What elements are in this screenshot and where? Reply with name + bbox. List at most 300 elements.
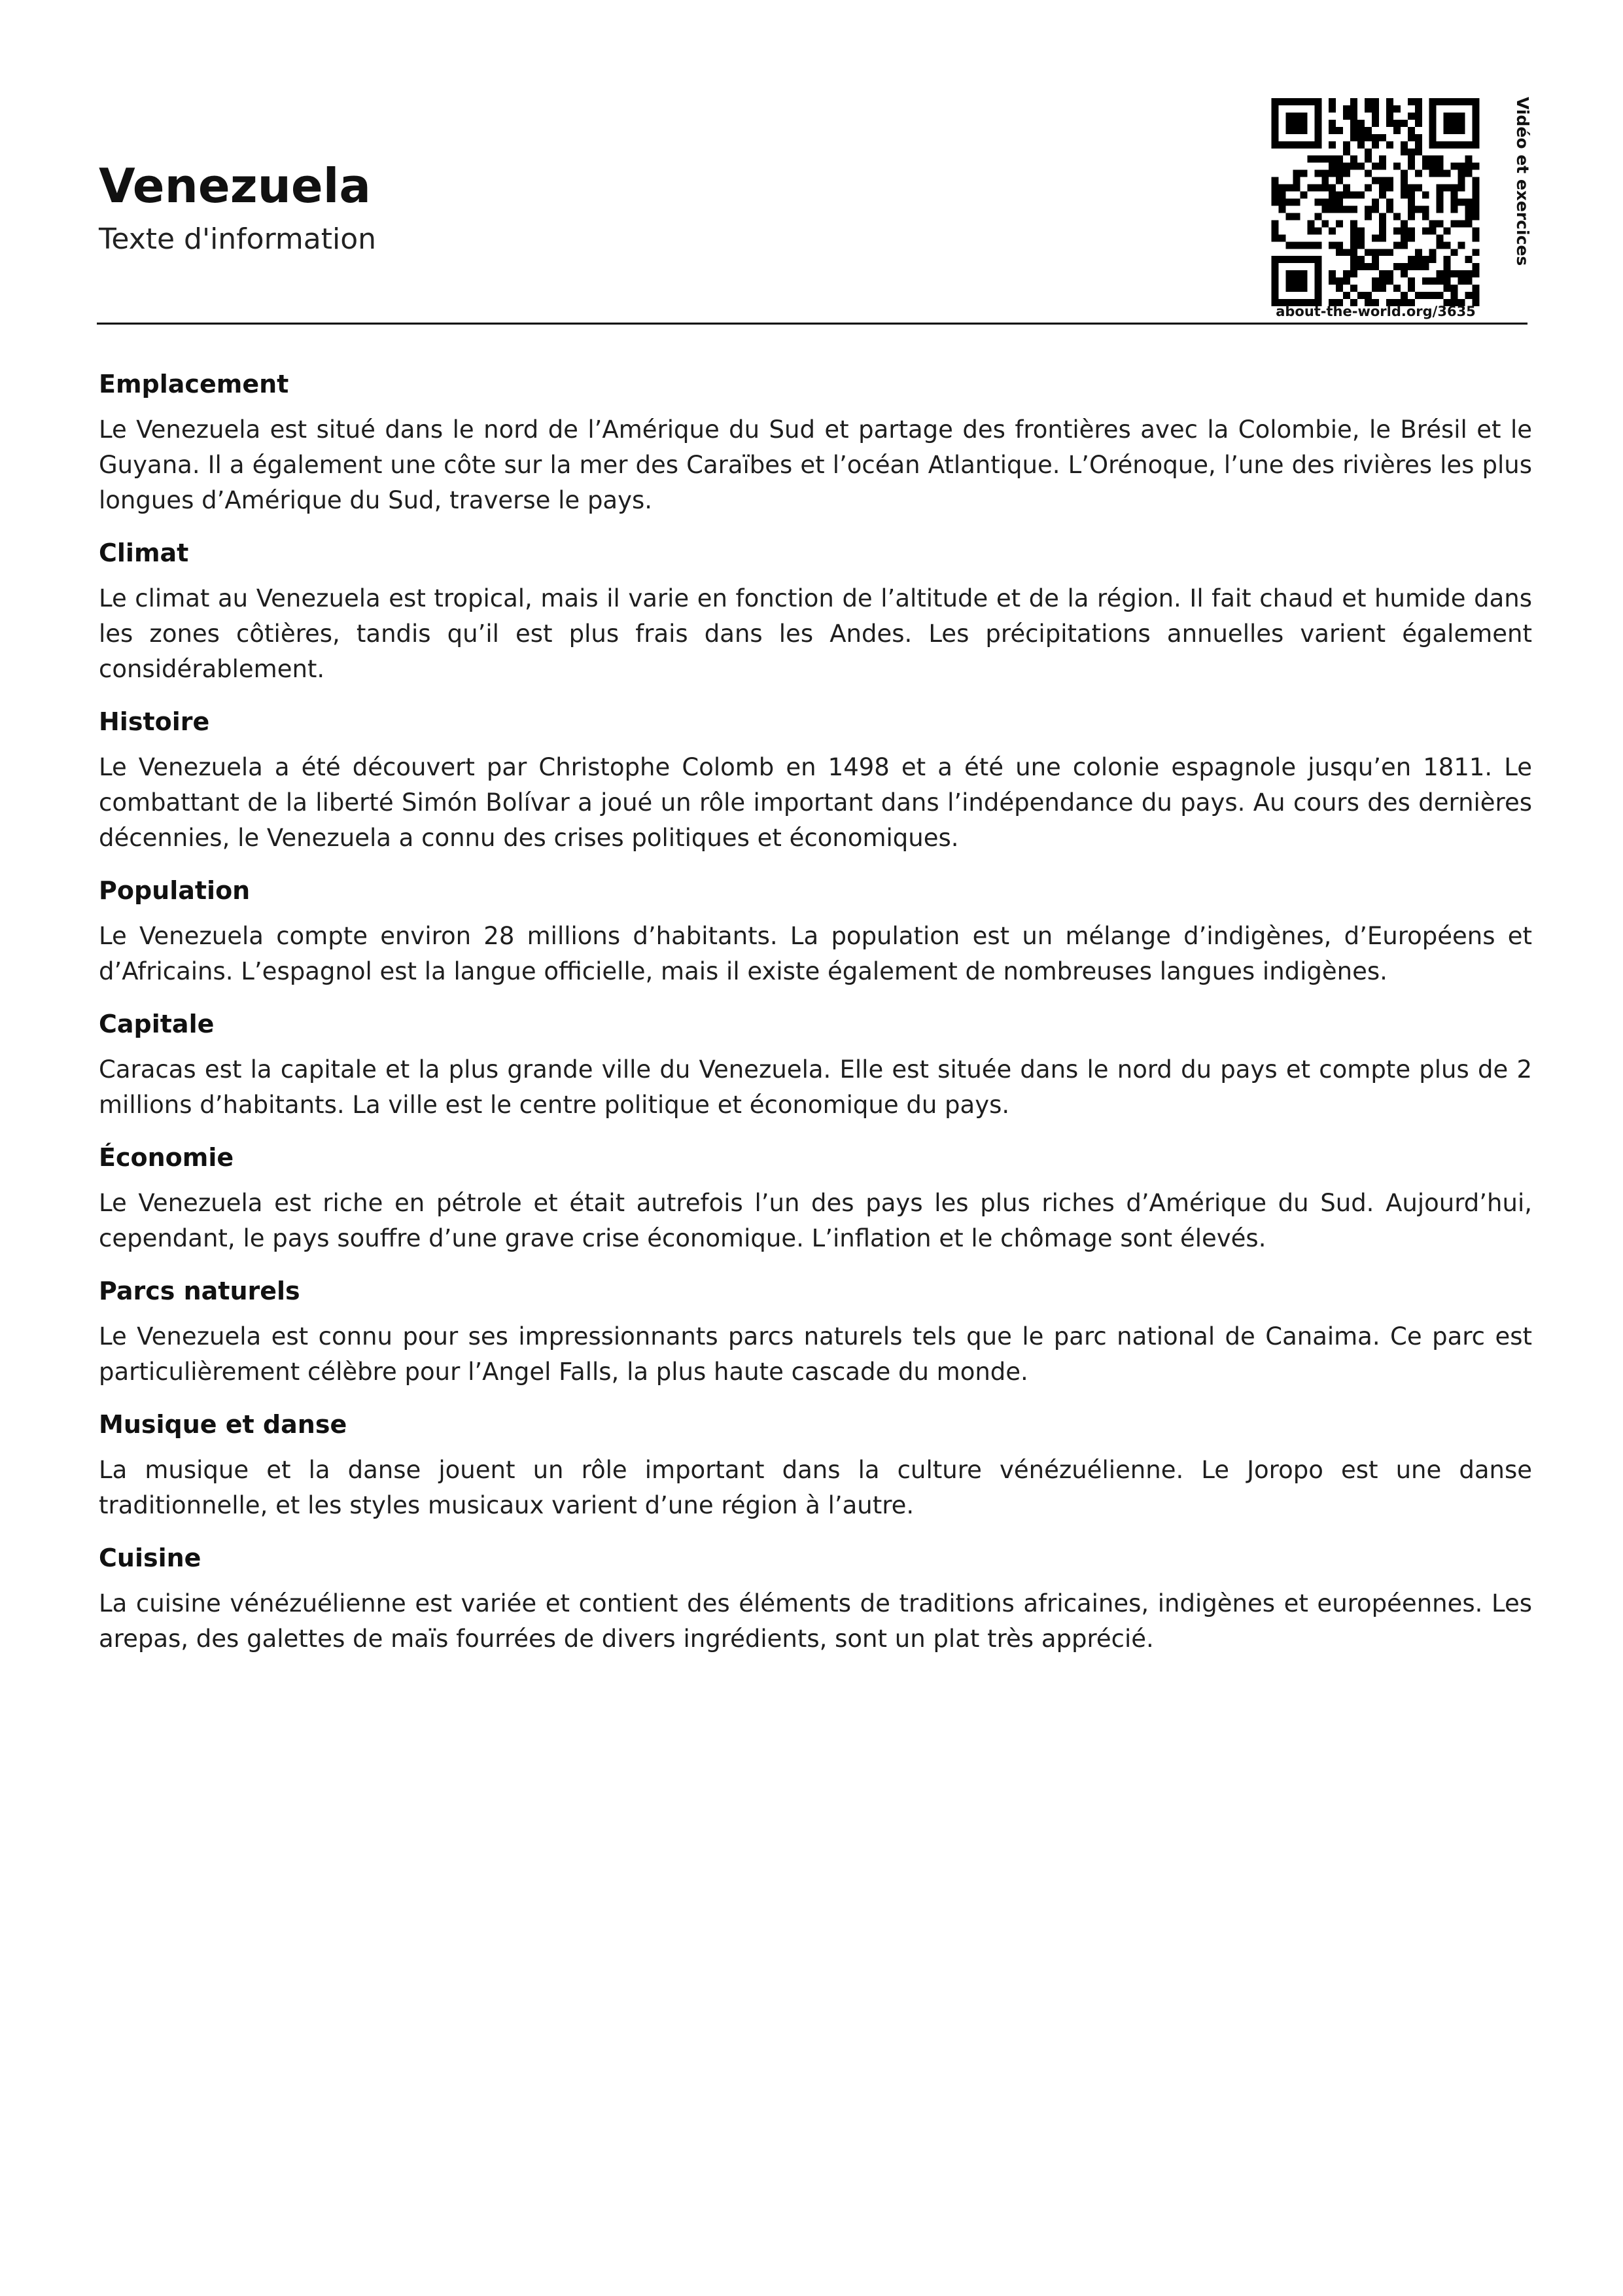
qr-module <box>1350 249 1357 256</box>
qr-module <box>1408 192 1415 199</box>
qr-module <box>1408 227 1415 234</box>
qr-module <box>1314 263 1321 270</box>
qr-module <box>1329 105 1336 113</box>
qr-module <box>1379 177 1386 185</box>
qr-module <box>1372 205 1379 213</box>
section-emplacement <box>99 366 1532 518</box>
section-paragraph: Le Venezuela compte environ 28 millions d’habitants. La population est un mélange d’indigènes, d’Européens et d’Africains. L’espagnol est la langue officielle, mais il existe également de nombreuses langues indigènes. <box>99 922 1532 985</box>
qr-module <box>1278 199 1285 206</box>
qr-module <box>1357 234 1365 241</box>
section-paragraph: Le Venezuela a été découvert par Christophe Colomb en 1498 et a été une colonie espagnole jusqu’en 1811. Le combattant de la liberté Simón Bolívar a joué un rôle important dans l’indépendance du pays. Au cours des dernières décennies, le Venezuela a connu des crises politiques et économiques. <box>99 753 1532 852</box>
qr-module <box>1357 292 1365 299</box>
qr-module <box>1386 249 1393 256</box>
qr-module <box>1314 277 1321 285</box>
qr-module <box>1278 98 1285 105</box>
qr-module <box>1429 105 1437 113</box>
qr-module <box>1473 227 1480 234</box>
section-paragraph: Caracas est la capitale et la plus grande ville du Venezuela. Elle est située dans le nord du pays et compte plus de 2 millions d’habitants. La ville est le centre politique et économique du pays. <box>99 1055 1532 1119</box>
qr-module <box>1329 120 1336 127</box>
qr-module <box>1401 149 1408 156</box>
qr-module <box>1379 163 1386 170</box>
qr-module <box>1444 170 1451 177</box>
qr-module <box>1329 192 1336 199</box>
qr-module <box>1307 220 1314 227</box>
qr-module <box>1336 156 1343 163</box>
qr-module <box>1285 199 1293 206</box>
qr-module <box>1408 113 1415 120</box>
qr-module <box>1365 213 1372 220</box>
qr-module <box>1372 263 1379 270</box>
qr-module <box>1336 220 1343 227</box>
section-heading: Histoire <box>99 707 210 736</box>
section-paragraph: Le Venezuela est situé dans le nord de l’Amérique du Sud et partage des frontières avec la Colombie, le Brésil et le Guyana. Il a également une côte sur la mer des Caraïbes et l’océan Atlantique. L’Orénoque, l’une des rivières les plus longues d’Amérique du Sud, traverse le pays. <box>99 415 1532 514</box>
qr-module <box>1343 249 1350 256</box>
qr-module <box>1458 98 1465 105</box>
qr-module <box>1300 113 1307 120</box>
qr-module <box>1343 163 1350 170</box>
qr-module <box>1272 120 1279 127</box>
qr-module <box>1415 134 1422 141</box>
qr-module <box>1386 205 1393 213</box>
qr-module <box>1336 277 1343 285</box>
qr-module <box>1415 120 1422 127</box>
qr-module <box>1458 120 1465 127</box>
qr-module <box>1293 177 1300 185</box>
qr-module <box>1379 277 1386 285</box>
qr-module <box>1300 98 1307 105</box>
qr-url-link[interactable]: about-the-world.org/3635 <box>1276 304 1476 319</box>
qr-module <box>1321 220 1329 227</box>
qr-module <box>1350 120 1357 127</box>
qr-module <box>1365 185 1372 192</box>
qr-module <box>1329 241 1336 249</box>
qr-module <box>1401 185 1408 192</box>
section-musique-et-danse <box>99 1407 1532 1523</box>
qr-module <box>1379 185 1386 192</box>
qr-module <box>1429 277 1437 285</box>
qr-module <box>1401 292 1408 299</box>
qr-module <box>1444 141 1451 149</box>
qr-module <box>1272 263 1279 270</box>
qr-module <box>1386 270 1393 277</box>
qr-module <box>1343 192 1350 199</box>
qr-module <box>1401 177 1408 185</box>
qr-module <box>1293 241 1300 249</box>
qr-module <box>1408 98 1415 105</box>
qr-module <box>1350 205 1357 213</box>
qr-module <box>1329 156 1336 163</box>
qr-module <box>1451 205 1458 213</box>
qr-module <box>1314 213 1321 220</box>
qr-module <box>1408 149 1415 156</box>
qr-module <box>1285 270 1293 277</box>
qr-module <box>1329 170 1336 177</box>
qr-module <box>1437 270 1444 277</box>
qr-module <box>1329 185 1336 192</box>
qr-module <box>1314 98 1321 105</box>
qr-module <box>1372 120 1379 127</box>
qr-module <box>1458 163 1465 170</box>
qr-module <box>1372 285 1379 292</box>
qr-module <box>1285 213 1293 220</box>
qr-module <box>1401 234 1408 241</box>
qr-module <box>1272 285 1279 292</box>
qr-module <box>1285 185 1293 192</box>
qr-module <box>1285 241 1293 249</box>
qr-module <box>1458 277 1465 285</box>
qr-module <box>1314 141 1321 149</box>
qr-module <box>1429 256 1437 263</box>
qr-module <box>1451 163 1458 170</box>
section-paragraph: Le climat au Venezuela est tropical, mais il varie en fonction de l’altitude et de la région. Il fait chaud et humide dans les zones côtières, tandis qu’il est plus frais dans les Andes. Les précipitations annuelles varient également considérablement. <box>99 584 1532 683</box>
qr-module <box>1393 105 1401 113</box>
qr-module <box>1272 134 1279 141</box>
qr-module <box>1272 227 1279 234</box>
qr-module <box>1365 127 1372 134</box>
qr-module <box>1458 270 1465 277</box>
qr-module <box>1429 163 1437 170</box>
qr-module <box>1300 170 1307 177</box>
qr-module <box>1365 98 1372 105</box>
qr-module <box>1429 227 1437 234</box>
qr-module <box>1429 120 1437 127</box>
qr-module <box>1350 220 1357 227</box>
qr-module <box>1401 227 1408 234</box>
qr-module <box>1321 205 1329 213</box>
qr-module <box>1415 113 1422 120</box>
qr-module <box>1300 285 1307 292</box>
qr-module <box>1285 113 1293 120</box>
section-population <box>99 873 1532 989</box>
qr-module <box>1350 134 1357 141</box>
qr-module <box>1473 292 1480 299</box>
qr-module <box>1372 141 1379 149</box>
qr-module <box>1473 120 1480 127</box>
qr-module <box>1307 185 1314 192</box>
qr-module <box>1429 134 1437 141</box>
qr-module <box>1379 270 1386 277</box>
qr-module <box>1415 205 1422 213</box>
qr-module <box>1444 227 1451 234</box>
qr-module <box>1379 227 1386 234</box>
qr-module <box>1473 263 1480 270</box>
qr-module <box>1386 199 1393 206</box>
qr-module <box>1314 105 1321 113</box>
qr-module <box>1293 185 1300 192</box>
qr-module <box>1422 277 1429 285</box>
section-heading: Cuisine <box>99 1544 201 1572</box>
qr-module <box>1329 141 1336 149</box>
qr-module <box>1278 256 1285 263</box>
qr-module <box>1336 192 1343 199</box>
qr-module <box>1285 141 1293 149</box>
section-heading: Climat <box>99 539 189 567</box>
qr-module <box>1336 249 1343 256</box>
qr-module <box>1415 141 1422 149</box>
section-paragraph: La musique et la danse jouent un rôle important dans la culture vénézuélienne. Le Joropo est une danse traditionnelle, et les styles musicaux varient d’une région à l’autre. <box>99 1456 1532 1519</box>
qr-module <box>1415 249 1422 256</box>
qr-module <box>1473 105 1480 113</box>
section-cuisine <box>99 1540 1532 1657</box>
qr-module <box>1314 170 1321 177</box>
qr-module <box>1300 270 1307 277</box>
qr-module <box>1272 185 1279 192</box>
qr-module <box>1372 163 1379 170</box>
qr-module <box>1437 234 1444 241</box>
qr-module <box>1401 170 1408 177</box>
qr-module <box>1451 249 1458 256</box>
qr-module <box>1386 120 1393 127</box>
section-histoire <box>99 704 1532 856</box>
qr-module <box>1437 185 1444 192</box>
qr-module <box>1444 285 1451 292</box>
section-heading: Musique et danse <box>99 1410 347 1439</box>
qr-module <box>1408 185 1415 192</box>
qr-module <box>1343 205 1350 213</box>
qr-module <box>1365 134 1372 141</box>
qr-module <box>1429 113 1437 120</box>
qr-module <box>1365 249 1372 256</box>
qr-module <box>1272 270 1279 277</box>
qr-module <box>1458 127 1465 134</box>
qr-module <box>1379 249 1386 256</box>
qr-module <box>1272 199 1279 206</box>
qr-module <box>1300 241 1307 249</box>
qr-module <box>1272 141 1279 149</box>
qr-module <box>1386 98 1393 105</box>
qr-module <box>1307 227 1314 234</box>
qr-module <box>1401 220 1408 227</box>
qr-module <box>1329 205 1336 213</box>
section-paragraph: La cuisine vénézuélienne est variée et contient des éléments de traditions africaines, indigènes et européennes. Les arepas, des galettes de maïs fourrées de divers ingrédients, sont un plat très apprécié. <box>99 1589 1532 1653</box>
qr-module <box>1343 170 1350 177</box>
qr-module <box>1336 177 1343 185</box>
qr-module <box>1465 220 1473 227</box>
qr-module <box>1350 227 1357 234</box>
qr-module <box>1350 127 1357 134</box>
qr-module <box>1386 185 1393 192</box>
qr-module <box>1343 292 1350 299</box>
qr-module <box>1465 292 1473 299</box>
qr-module <box>1437 205 1444 213</box>
section-capitale <box>99 1006 1532 1123</box>
qr-module <box>1350 98 1357 105</box>
qr-module <box>1314 127 1321 134</box>
qr-module <box>1379 285 1386 292</box>
section-paragraph: Le Venezuela est riche en pétrole et était autrefois l’un des pays les plus riches d’Amérique du Sud. Aujourd’hui, cependant, le pays souffre d’une grave crise économique. L’inflation et le chômage sont élevés. <box>99 1189 1532 1252</box>
qr-module <box>1272 220 1279 227</box>
qr-module <box>1336 285 1343 292</box>
qr-module <box>1365 156 1372 163</box>
qr-module <box>1415 185 1422 192</box>
qr-module <box>1408 277 1415 285</box>
qr-module <box>1473 134 1480 141</box>
qr-module <box>1372 113 1379 120</box>
qr-module <box>1473 113 1480 120</box>
qr-module <box>1473 185 1480 192</box>
qr-module <box>1357 134 1365 141</box>
qr-module <box>1314 241 1321 249</box>
video-exercises-label: Vidéo et exercices <box>1513 97 1532 266</box>
qr-module <box>1451 120 1458 127</box>
qr-module <box>1473 192 1480 199</box>
qr-module <box>1422 205 1429 213</box>
qr-module <box>1365 263 1372 270</box>
qr-module <box>1329 270 1336 277</box>
qr-module <box>1314 156 1321 163</box>
qr-module <box>1329 277 1336 285</box>
qr-module <box>1473 213 1480 220</box>
qr-module <box>1429 220 1437 227</box>
qr-module <box>1444 263 1451 270</box>
qr-module <box>1350 270 1357 277</box>
qr-module <box>1357 163 1365 170</box>
qr-module <box>1401 141 1408 149</box>
qr-module <box>1300 141 1307 149</box>
qr-module <box>1451 192 1458 199</box>
qr-module <box>1350 285 1357 292</box>
qr-module <box>1293 141 1300 149</box>
qr-module <box>1272 177 1279 185</box>
qr-module <box>1300 120 1307 127</box>
qr-module <box>1293 285 1300 292</box>
qr-module <box>1465 141 1473 149</box>
qr-module <box>1357 120 1365 127</box>
qr-module <box>1278 205 1285 213</box>
qr-module <box>1379 220 1386 227</box>
qr-module <box>1451 127 1458 134</box>
qr-module <box>1393 213 1401 220</box>
qr-module <box>1444 256 1451 263</box>
qr-module <box>1379 156 1386 163</box>
qr-module <box>1314 134 1321 141</box>
qr-module <box>1429 127 1437 134</box>
qr-module <box>1307 98 1314 105</box>
qr-module <box>1393 163 1401 170</box>
qr-module <box>1293 170 1300 177</box>
qr-module <box>1314 227 1321 234</box>
qr-module <box>1336 205 1343 213</box>
qr-module <box>1415 170 1422 177</box>
qr-module <box>1350 263 1357 270</box>
qr-module <box>1350 113 1357 120</box>
qr-module <box>1408 163 1415 170</box>
section-climat <box>99 535 1532 687</box>
qr-module <box>1444 277 1451 285</box>
qr-module <box>1329 127 1336 134</box>
qr-module <box>1285 127 1293 134</box>
qr-module <box>1272 127 1279 134</box>
qr-module <box>1437 241 1444 249</box>
qr-module <box>1272 256 1279 263</box>
qr-module <box>1458 113 1465 120</box>
qr-module <box>1415 256 1422 263</box>
qr-module <box>1401 192 1408 199</box>
qr-module <box>1429 141 1437 149</box>
qr-module <box>1415 98 1422 105</box>
qr-module <box>1293 127 1300 134</box>
page-title: Venezuela <box>99 158 371 213</box>
qr-module <box>1372 249 1379 256</box>
qr-module <box>1415 105 1422 113</box>
qr-code[interactable] <box>1269 98 1482 306</box>
qr-module <box>1314 199 1321 206</box>
qr-module <box>1278 234 1285 241</box>
qr-module <box>1458 199 1465 206</box>
qr-module <box>1451 285 1458 292</box>
qr-module <box>1408 263 1415 270</box>
qr-module <box>1451 113 1458 120</box>
qr-module <box>1350 163 1357 170</box>
qr-module <box>1401 241 1408 249</box>
qr-module <box>1422 227 1429 234</box>
qr-module <box>1458 170 1465 177</box>
qr-module <box>1350 234 1357 241</box>
qr-module <box>1272 98 1279 105</box>
qr-module <box>1357 256 1365 263</box>
qr-module <box>1357 263 1365 270</box>
document-body <box>99 366 1532 1674</box>
section-heading: Population <box>99 876 251 905</box>
qr-module <box>1278 185 1285 192</box>
qr-module <box>1465 213 1473 220</box>
qr-module <box>1343 113 1350 120</box>
qr-module <box>1386 105 1393 113</box>
qr-module <box>1451 141 1458 149</box>
qr-module <box>1422 292 1429 299</box>
qr-module <box>1437 220 1444 227</box>
section-heading: Capitale <box>99 1010 215 1038</box>
qr-module <box>1314 120 1321 127</box>
qr-module <box>1458 220 1465 227</box>
qr-module <box>1473 285 1480 292</box>
qr-module <box>1393 127 1401 134</box>
qr-module <box>1336 199 1343 206</box>
qr-module <box>1329 199 1336 206</box>
page-subtitle: Texte d'information <box>99 222 377 256</box>
qr-module <box>1437 170 1444 177</box>
qr-module <box>1336 241 1343 249</box>
qr-module <box>1372 177 1379 185</box>
qr-module <box>1372 199 1379 206</box>
qr-module <box>1307 141 1314 149</box>
qr-module <box>1379 234 1386 241</box>
qr-module <box>1272 105 1279 113</box>
qr-module <box>1473 249 1480 256</box>
qr-module <box>1350 156 1357 163</box>
qr-module <box>1307 256 1314 263</box>
qr-module <box>1379 134 1386 141</box>
qr-module <box>1329 227 1336 234</box>
qr-module <box>1408 156 1415 163</box>
qr-module <box>1314 256 1321 263</box>
qr-module <box>1285 285 1293 292</box>
qr-module <box>1465 277 1473 285</box>
qr-module <box>1429 156 1437 163</box>
qr-module <box>1401 263 1408 270</box>
qr-module <box>1336 163 1343 170</box>
qr-module <box>1437 163 1444 170</box>
qr-module <box>1379 213 1386 220</box>
qr-module <box>1401 270 1408 277</box>
qr-module <box>1408 205 1415 213</box>
qr-module <box>1357 241 1365 249</box>
qr-module <box>1465 163 1473 170</box>
qr-module <box>1357 227 1365 234</box>
qr-module <box>1350 241 1357 249</box>
qr-module <box>1465 205 1473 213</box>
qr-module <box>1393 120 1401 127</box>
